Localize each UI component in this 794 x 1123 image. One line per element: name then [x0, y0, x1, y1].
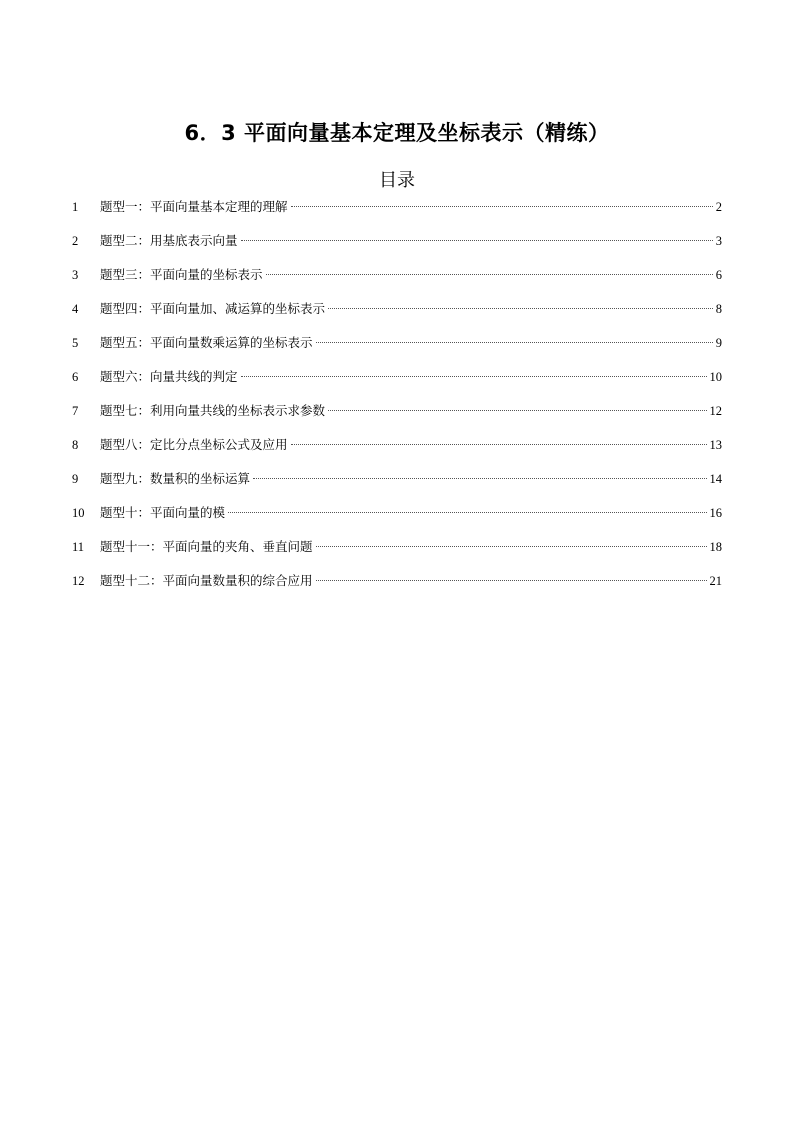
toc-dot-leader [316, 342, 713, 343]
toc-entry-12[interactable] [72, 569, 722, 603]
toc-dot-leader [228, 512, 706, 513]
toc-dot-leader [241, 240, 713, 241]
toc-entry-label[interactable]: 题型十一：平面向量的夹角、垂直问题 [100, 539, 313, 554]
toc-entry-number: 5 [72, 336, 79, 350]
toc-entry-number: 1 [72, 200, 79, 214]
toc-entry-page[interactable]: 3 [715, 234, 722, 248]
toc-dot-leader [291, 206, 713, 207]
toc-entry-label[interactable]: 题型一：平面向量基本定理的理解 [100, 199, 288, 214]
toc-entry-label[interactable]: 题型七：利用向量共线的坐标表示求参数 [100, 403, 326, 418]
toc-entry-page[interactable]: 10 [709, 370, 722, 384]
toc-entry-4[interactable] [72, 297, 722, 331]
toc-entry-page[interactable]: 12 [709, 404, 722, 418]
toc-entry-page[interactable]: 8 [715, 302, 722, 316]
toc-entry-2[interactable] [72, 229, 722, 263]
toc-entry-label[interactable]: 题型十二：平面向量数量积的综合应用 [100, 573, 313, 588]
toc-entry-number: 12 [72, 574, 85, 588]
toc-entry-label[interactable]: 题型四：平面向量加、减运算的坐标表示 [100, 301, 326, 316]
toc-dot-leader [316, 546, 707, 547]
document-title: 6．3 平面向量基本定理及坐标表示（精练） [184, 121, 610, 146]
toc-entry-3[interactable] [72, 263, 722, 297]
toc-dot-leader [291, 444, 707, 445]
toc-entry-label[interactable]: 题型三：平面向量的坐标表示 [100, 267, 263, 282]
toc-entry-number: 6 [72, 370, 79, 384]
toc-entry-label[interactable]: 题型六：向量共线的判定 [100, 369, 238, 384]
toc-entry-label[interactable]: 题型十：平面向量的模 [100, 505, 226, 520]
toc-entry-number: 10 [72, 506, 85, 520]
toc-entry-label[interactable]: 题型九：数量积的坐标运算 [100, 471, 251, 486]
toc-entry-6[interactable] [72, 365, 722, 399]
toc-entry-page[interactable]: 14 [709, 472, 722, 486]
toc-entry-page[interactable]: 2 [715, 200, 722, 214]
toc-entry-8[interactable] [72, 433, 722, 467]
toc-entry-label[interactable]: 题型五：平面向量数乘运算的坐标表示 [100, 335, 313, 350]
toc-entry-9[interactable] [72, 467, 722, 501]
toc-entry-number: 11 [72, 540, 85, 554]
toc-entry-1[interactable] [72, 195, 722, 229]
toc-entry-page[interactable]: 16 [709, 506, 722, 520]
toc-dot-leader [253, 478, 706, 479]
toc-entry-number: 8 [72, 438, 79, 452]
toc-entry-number: 7 [72, 404, 79, 418]
toc-entry-page[interactable]: 21 [709, 574, 722, 588]
toc-entry-10[interactable] [72, 501, 722, 535]
toc-entry-page[interactable]: 13 [709, 438, 722, 452]
toc-entry-number: 2 [72, 234, 79, 248]
toc-entry-number: 9 [72, 472, 79, 486]
toc-dot-leader [328, 410, 706, 411]
toc-dot-leader [266, 274, 713, 275]
toc-entry-page[interactable]: 18 [709, 540, 722, 554]
table-of-contents [72, 195, 722, 603]
toc-dot-leader [328, 308, 713, 309]
toc-entry-label[interactable]: 题型八：定比分点坐标公式及应用 [100, 437, 288, 452]
toc-heading: 目录 [379, 170, 415, 191]
toc-entry-number: 4 [72, 302, 79, 316]
toc-entry-page[interactable]: 6 [715, 268, 722, 282]
toc-dot-leader [316, 580, 707, 581]
toc-entry-number: 3 [72, 268, 79, 282]
toc-entry-label[interactable]: 题型二：用基底表示向量 [100, 233, 238, 248]
toc-entry-11[interactable] [72, 535, 722, 569]
toc-dot-leader [241, 376, 707, 377]
toc-entry-5[interactable] [72, 331, 722, 365]
toc-entry-7[interactable] [72, 399, 722, 433]
toc-entry-page[interactable]: 9 [715, 336, 722, 350]
